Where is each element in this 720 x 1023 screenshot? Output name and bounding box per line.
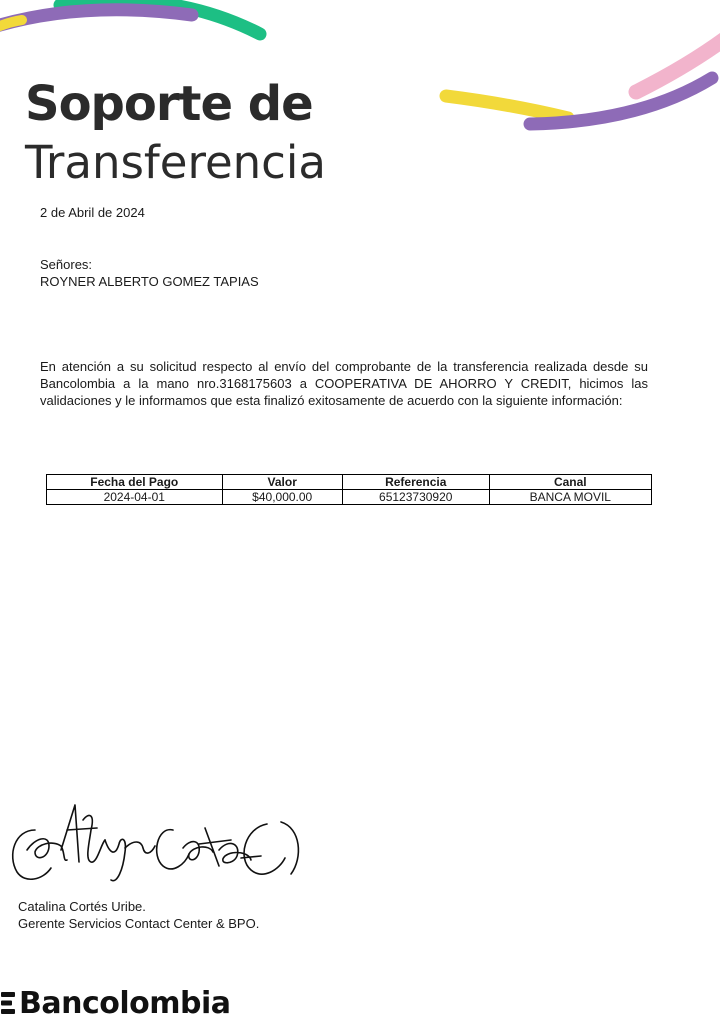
cell-reference: 65123730920: [342, 490, 489, 505]
transfer-table: [46, 474, 652, 505]
purple-arc-top: [0, 10, 192, 28]
green-arc: [60, 0, 260, 34]
pink-arc: [636, 35, 720, 92]
cell-amount: $40,000.00: [222, 490, 342, 505]
logo-wordmark: Bancolombia: [19, 985, 231, 1021]
table-row: [47, 490, 652, 505]
bancolombia-logo: [0, 983, 231, 1023]
header-amount: Valor: [222, 475, 342, 490]
table-header-row: [47, 475, 652, 490]
bancolombia-logo-icon: [0, 990, 16, 1016]
header-payment-date: Fecha del Pago: [47, 475, 223, 490]
yellow-arc-right: [446, 96, 568, 118]
title-line-1: Soporte de: [25, 76, 313, 132]
letter-date: 2 de Abril de 2024: [40, 205, 145, 220]
letter-salutation: Señores:: [40, 257, 93, 272]
cell-payment-date: 2024-04-01: [47, 490, 223, 505]
cell-channel: BANCA MOVIL: [489, 490, 651, 505]
letter-body: En atención a su solicitud respecto al envío del comprobante de la transferencia realizada desde su Bancolombia a la mano nro.3168175603 a COOPERATIVA DE AHORRO Y CREDIT, hicimos las validaciones y le informamos que esta finalizó exitosamente de acuerdo con la siguiente información:: [40, 359, 648, 408]
signer-name: Catalina Cortés Uribe.: [18, 899, 146, 914]
yellow-arc-top: [0, 20, 22, 30]
title-line-2: Transferencia: [25, 136, 326, 189]
header-channel: Canal: [489, 475, 651, 490]
purple-arc-right: [530, 78, 712, 124]
signer-role: Gerente Servicios Contact Center & BPO.: [18, 916, 260, 931]
letter-recipient: ROYNER ALBERTO GOMEZ TAPIAS: [40, 274, 259, 289]
handwritten-signature: [5, 800, 305, 895]
header-reference: Referencia: [342, 475, 489, 490]
